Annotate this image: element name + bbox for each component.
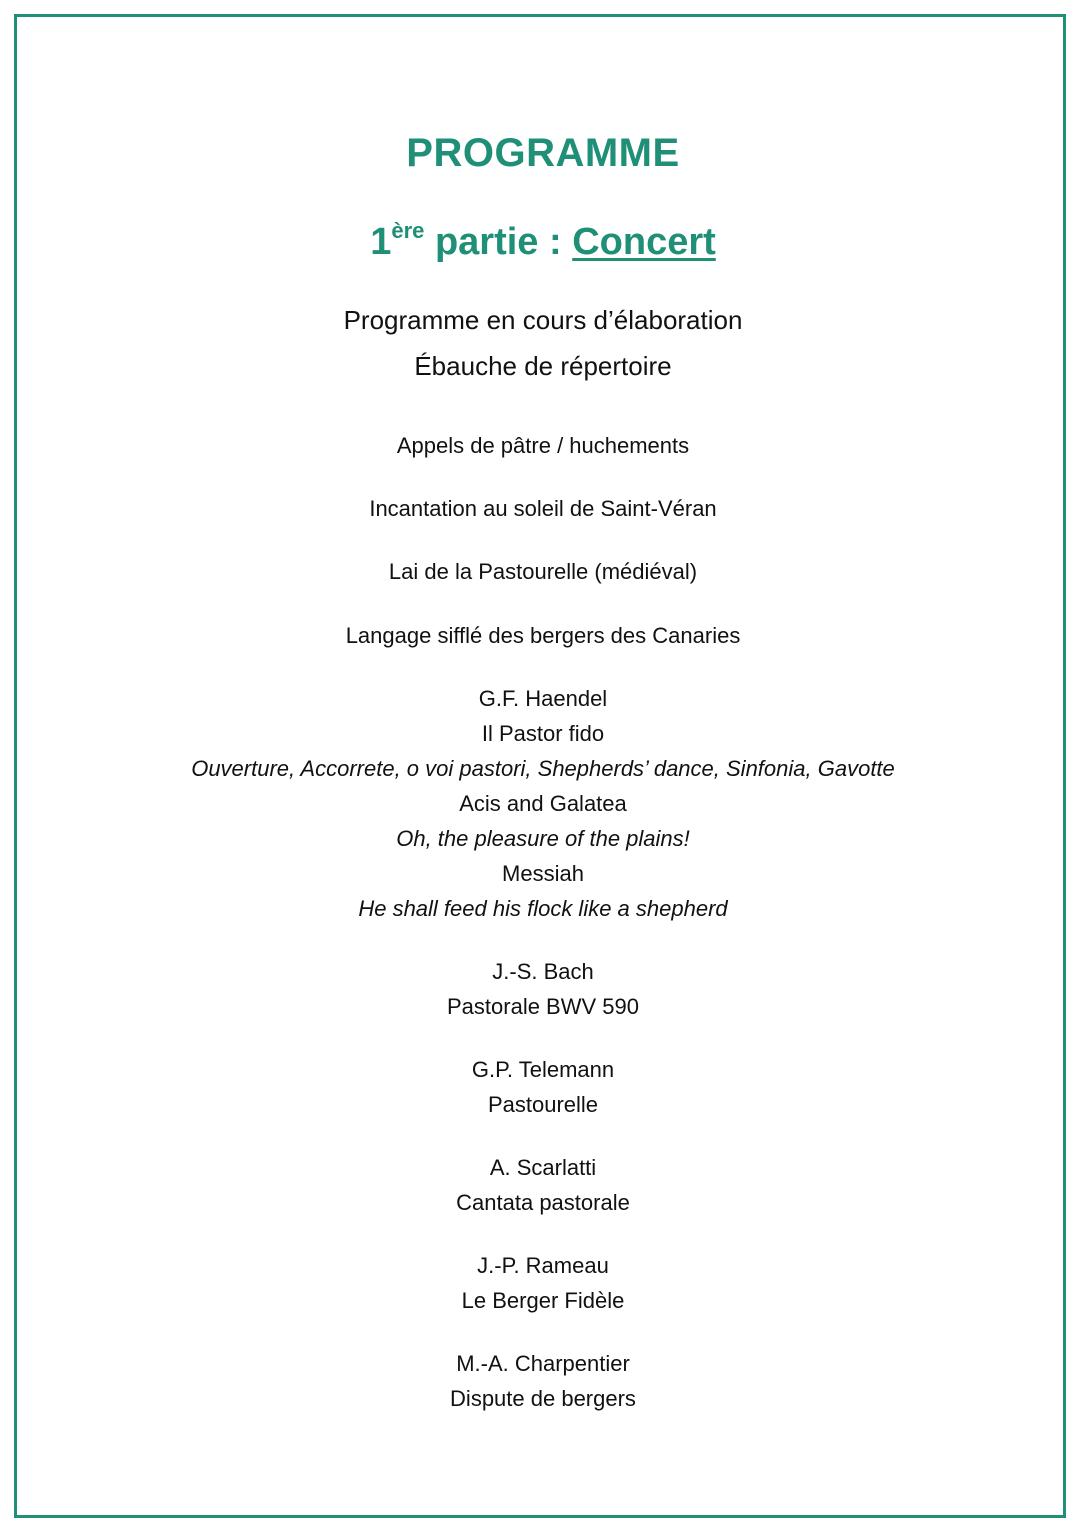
work-detail: He shall feed his flock like a shepherd [358, 896, 728, 921]
work-title: Pastourelle [487, 1092, 599, 1117]
page-title: PROGRAMME [406, 131, 680, 175]
composer-name: A. Scarlatti [489, 1155, 597, 1180]
composer-block-bach [0, 954, 1086, 1024]
composer-block-handel [0, 681, 1086, 926]
work-title: Il Pastor fido [481, 721, 605, 746]
composer-name: M.-A. Charpentier [456, 1351, 630, 1376]
work-title: Acis and Galatea [459, 791, 627, 816]
composer-block-rameau [0, 1248, 1086, 1318]
work-title: Pastorale BWV 590 [447, 994, 639, 1019]
composer-name: J.-P. Rameau [477, 1253, 609, 1278]
composer-name: G.F. Haendel [478, 686, 608, 711]
part-number: 1 [370, 221, 392, 263]
part-superscript: ère [391, 218, 425, 243]
intro-line-1: Programme en cours d’élaboration [343, 305, 743, 335]
programme-item-2 [0, 491, 1086, 526]
item-text: Langage sifflé des bergers des Canaries [345, 623, 741, 648]
work-detail: Oh, the pleasure of the plains! [396, 826, 690, 851]
work-title: Dispute de bergers [450, 1386, 636, 1411]
part-heading [0, 218, 1086, 266]
item-text: Incantation au soleil de Saint-Véran [369, 496, 717, 521]
work-title: Messiah [502, 861, 584, 886]
work-title: Cantata pastorale [456, 1190, 630, 1215]
part-text: partie : [424, 221, 573, 263]
programme-item-3 [0, 554, 1086, 589]
work-detail: Ouverture, Accorrete, o voi pastori, Shepherds’ dance, Sinfonia, Gavotte [191, 756, 895, 781]
composer-name: G.P. Telemann [471, 1057, 615, 1082]
composer-block-charpentier [0, 1346, 1086, 1416]
item-text: Appels de pâtre / huchements [396, 433, 690, 458]
programme-item-1 [0, 428, 1086, 463]
work-title: Le Berger Fidèle [461, 1288, 625, 1313]
composer-name: J.-S. Bach [492, 959, 594, 984]
item-text: Lai de la Pastourelle (médiéval) [388, 559, 698, 584]
composer-block-scarlatti [0, 1150, 1086, 1220]
programme-item-4 [0, 618, 1086, 653]
intro-line-2: Ébauche de répertoire [414, 351, 672, 381]
composer-block-telemann [0, 1052, 1086, 1122]
part-name: Concert [572, 221, 716, 263]
